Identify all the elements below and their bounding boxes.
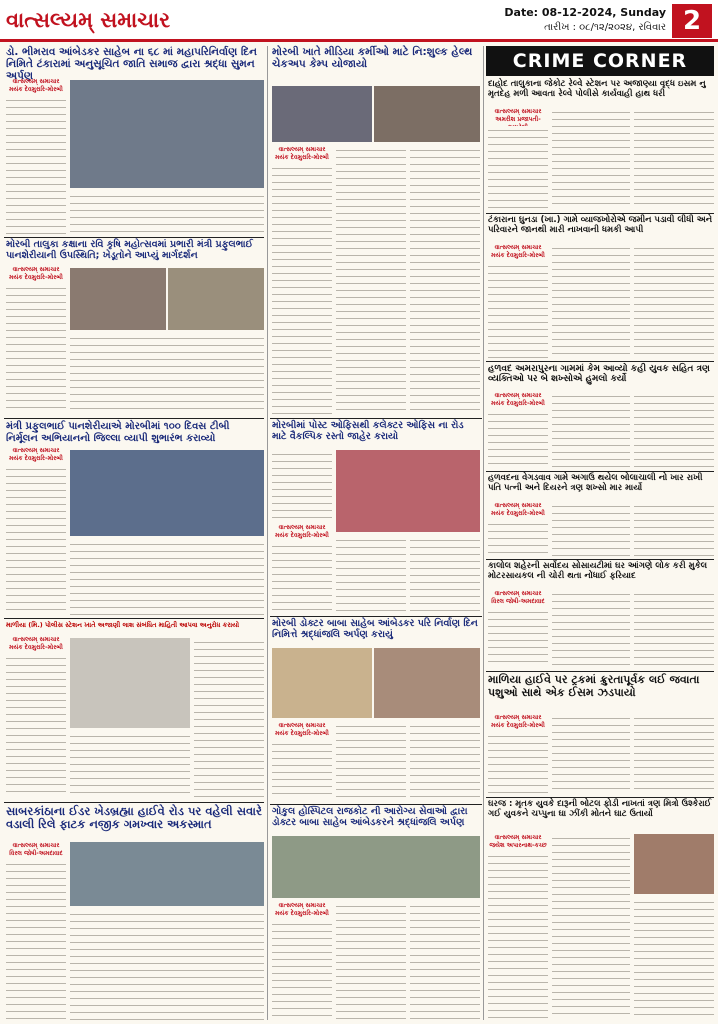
article-body xyxy=(410,146,480,414)
article-body xyxy=(634,244,714,358)
article-headline: કાલોલ શહેરની સર્વોદય સોસાયટીમાં ઘર આંગણે લોક કરી મુકેલ મોટરસાયકલ ની ચોરી થતા નોંધાઈ ફરિયાદ xyxy=(488,561,708,581)
byline: વાત્સલ્યમ્ સમાચાર xyxy=(12,78,60,85)
divider xyxy=(486,213,714,214)
byline: મયંક દેવમુરારિ-મોરબી xyxy=(275,910,329,917)
article-body xyxy=(272,164,332,414)
byline: મયંક દેવમુરારિ-મોરબી xyxy=(491,510,545,517)
article-body xyxy=(552,502,630,556)
article-headline: હળવદના વેગડવાવ ગામે અગાઉ થયેલ બોલાચાલી નો ખાર રાખી પતિ પત્ની અને દિયરને ત્રણ શખ્સો માર માર્યો xyxy=(488,473,703,493)
byline: મયંક દેવમુરારિ-મોરબી xyxy=(9,455,63,462)
article-body xyxy=(410,536,480,612)
byline: વાત્સલ્યમ્ સમાચાર xyxy=(494,714,542,721)
article-photo xyxy=(70,842,264,906)
article-body xyxy=(272,740,332,800)
divider xyxy=(270,804,482,805)
article-photo xyxy=(70,638,190,728)
byline: જયેશ અપારનાથ-કચ્છ xyxy=(489,842,547,849)
byline: મયંક દેવમુરારિ-મોરબી xyxy=(491,722,545,729)
byline: વાત્સલ્યમ્ સમાચાર xyxy=(278,146,326,153)
article-photo xyxy=(70,80,264,188)
article-body xyxy=(552,834,630,1020)
article-body xyxy=(336,722,406,800)
divider xyxy=(486,797,714,798)
article-headline: ડો. ભીમરાવ આંબેડકર સાહેબ ના ૬૮ માં મહાપરિનિર્વાણ દિન નિમિતે ટંકારામાં અનુસૂચિત જાતિ સમાજ દ્વારા શ્રદ્ધા સુમન અર્પણ xyxy=(6,46,257,83)
article-photo xyxy=(336,450,480,532)
article-body xyxy=(6,284,66,414)
divider xyxy=(486,671,714,672)
article-headline: મોરબી ડોક્ટર બાબા સાહેબ આંબેડકર પરિ નિર્વાણ દિન નિમિત્તે શ્રદ્ધાંજલિ અર્પણ કરાયું xyxy=(272,618,478,640)
date-gujarati: તારીખ : ૦૮/૧૨/૨૦૨૪, રવિવાર xyxy=(544,22,666,33)
article-body xyxy=(272,450,332,520)
divider xyxy=(4,237,264,238)
byline: વિરલ જોષી-અમદાવાદ xyxy=(9,850,63,857)
divider xyxy=(270,616,482,617)
page-number: 2 xyxy=(672,4,712,38)
article-headline: સાબરકાંઠાના ઈડર ખેડબ્રહ્મા હાઈવે રોડ પર વહેલી સવારે વડાલી રિલે ફાટક નજીક ગમખ્વાર અકસ્માત xyxy=(6,804,262,832)
byline: વાત્સલ્યમ્ સમાચાર xyxy=(278,902,326,909)
article-body xyxy=(6,860,66,1020)
newspaper-logo: વાત્સલ્યમ્ સમાચાર xyxy=(6,7,171,32)
article-photo xyxy=(70,450,264,536)
article-body xyxy=(70,910,264,1020)
byline: વાત્સલ્યમ્ સમાચાર xyxy=(12,447,60,454)
article-body xyxy=(272,920,332,1020)
byline: વાત્સલ્યમ્ સમાચાર xyxy=(494,244,542,251)
divider xyxy=(486,361,714,362)
byline: વાત્સલ્યમ્ સમાચાર xyxy=(12,636,60,643)
article-body xyxy=(70,334,264,414)
article-body xyxy=(272,542,332,612)
article-body xyxy=(634,392,714,468)
article-body xyxy=(6,465,66,615)
section-header-crime-corner: CRIME CORNER xyxy=(486,46,714,76)
byline: મયંક દેવમુરારિ-મોરબી xyxy=(9,644,63,651)
article-headline: માળિયા હાઈવે પર ટ્રકમાં ક્રુરતાપૂર્વક લઈ જવાતા પશુઓ સાથે એક ઈસમ ઝડપાયો xyxy=(488,673,700,699)
article-body xyxy=(552,244,630,358)
article-body xyxy=(410,902,480,1020)
byline: મયંક દેવમુરારિ-મોરબી xyxy=(9,86,63,93)
byline: વાત્સલ્યમ્ સમાચાર xyxy=(12,842,60,849)
divider xyxy=(486,559,714,560)
article-body xyxy=(634,898,714,1020)
article-photo xyxy=(272,648,372,718)
article-headline: હળવદ અમરાપુરના ગામમાં કેમ આવ્યો કહી યુવક સહિત ત્રણ વ્યક્તિઓ પર બે શખ્સોએ હુમલો કર્યો xyxy=(488,364,710,385)
divider xyxy=(270,418,482,419)
article-body xyxy=(70,540,264,615)
article-body xyxy=(552,392,630,468)
article-body xyxy=(336,146,406,414)
article-body xyxy=(336,536,406,612)
date-english: Date: 08-12-2024, Sunday xyxy=(504,6,666,19)
article-body xyxy=(488,608,548,668)
byline: વાત્સલ્યમ્ સમાચાર xyxy=(12,266,60,273)
article-body xyxy=(410,722,480,800)
byline: વાત્સલ્યમ્ સમાચાર xyxy=(278,524,326,531)
article-body xyxy=(634,714,714,794)
article-photo xyxy=(374,86,480,142)
byline: મયંક દેવમુરારિ-મોરબી xyxy=(275,730,329,737)
article-body xyxy=(634,108,714,210)
article-body xyxy=(634,502,714,556)
article-photo xyxy=(634,834,714,894)
article-body xyxy=(70,732,190,798)
byline: વાત્સલ્યમ્ સમાચાર xyxy=(494,392,542,399)
article-body xyxy=(488,410,548,468)
byline: વાત્સલ્યમ્ સમાચાર xyxy=(494,834,542,841)
article-body xyxy=(70,192,264,234)
byline: મયંક દેવમુરારિ-મોરબી xyxy=(491,252,545,259)
byline: મયંક દેવમુરારિ-મોરબી xyxy=(275,154,329,161)
article-body xyxy=(552,590,630,668)
byline: મયંક દેવમુરારિ-મોરબી xyxy=(9,274,63,281)
article-body xyxy=(488,520,548,556)
article-body xyxy=(552,714,630,794)
article-body xyxy=(488,852,548,1020)
byline: વાત્સલ્યમ્ સમાચાર xyxy=(494,502,542,509)
column-divider xyxy=(483,46,484,1020)
article-body xyxy=(552,108,630,210)
divider xyxy=(4,418,264,419)
article-body xyxy=(488,262,548,358)
byline: મયંક દેવમુરારિ-મોરબી xyxy=(491,400,545,407)
article-body xyxy=(6,654,66,798)
byline: વાત્સલ્યમ્ સમાચાર xyxy=(494,108,542,115)
byline: વાત્સલ્યમ્ સમાચાર xyxy=(278,722,326,729)
article-photo xyxy=(168,268,264,330)
article-headline: ગોકુલ હોસ્પિટલ રાજકોટ ની આરોગ્ય સેવાઓ દ્વારા ડોક્ટર બાબા સાહેબ આંબેડકરને શ્રદ્ધાંજલિ અર્પણ xyxy=(272,806,468,828)
article-headline: મોરબીમાં પોસ્ટ ઓફિસથી કલેક્ટર ઓફિસ ના રોડ માટે વૈકલ્પિક રસ્તો જાહેર કરાયો xyxy=(272,420,464,442)
column-divider xyxy=(267,46,268,1020)
article-body xyxy=(488,126,548,210)
article-photo xyxy=(272,836,480,898)
divider xyxy=(4,618,264,619)
article-photo xyxy=(374,648,480,718)
article-body xyxy=(6,96,66,234)
byline: વિરલ જોષી-અમદાવાદ xyxy=(491,598,545,605)
article-body xyxy=(336,902,406,1020)
divider xyxy=(486,471,714,472)
article-headline: માળીયા (મિ.) પોલીસ સ્ટેશન ખાતે અજાણી લાશ સંબંધિત માહિતી આપવા અનુરોધ કરાયો xyxy=(6,621,240,629)
divider xyxy=(4,802,264,803)
byline: અમરીશ પ્રજાપતી- xyxy=(495,116,541,123)
article-body xyxy=(194,638,264,798)
article-headline: દાહોદ તાલુકાના જેકોટ રેલ્વે સ્ટેશન પર અજાણ્યા વૃદ્ધ ઇસમ નુ મૃતદેહ મળી આવતા રેલ્વે પોલીસે કાર્યવાહી હાથ ધરી xyxy=(488,79,706,99)
article-body xyxy=(488,732,548,794)
article-photo xyxy=(70,268,166,330)
article-headline: મોરબી ખાતે મીડિયા કર્મીઓ માટે નિ:શુલ્ક હેલ્થ ચેકઅપ કેમ્પ યોજાયો xyxy=(272,46,473,71)
byline: મયંક દેવમુરારિ-મોરબી xyxy=(275,532,329,539)
article-headline: ઘરજ : મૃતક યુવકે દારૂની બોટલ ફોડી નાખતાં ત્રણ મિત્રો ઉશ્કેરાઈ ગઈ યુવકને ચપ્પુના ઘા ઝીંકી મોતને ઘાટ ઉતાર્યો xyxy=(488,799,712,819)
article-headline: ટંકારાના ઘુનડા (ખા.) ગામે વ્યાજખોરોએ જમીન પડાવી લીધી અને પરિવારને જાનથી મારી નાખવાની ધમકી આપી xyxy=(488,215,713,235)
byline: વાત્સલ્યમ્ સમાચાર xyxy=(494,590,542,597)
article-photo xyxy=(272,86,372,142)
article-body xyxy=(634,590,714,668)
article-headline: મંત્રી પ્રફુલભાઈ પાનશેરીયાએ મોરબીમાં ૧૦૦ દિવસ ટીબી નિર્મૂલન અભિયાનનો જિલ્લા વ્યાપી શુભારંભ કરાવ્યો xyxy=(6,421,230,444)
article-headline: મોરબી તાલુકા કક્ષાના રવિ કૃષિ મહોત્સવમાં પ્રભારી મંત્રી પ્રફુલભાઈ પાનશેરીયાની ઉપસ્થિતિ; ખેડૂતોને આપ્યું માર્ગદર્શન xyxy=(6,239,253,261)
